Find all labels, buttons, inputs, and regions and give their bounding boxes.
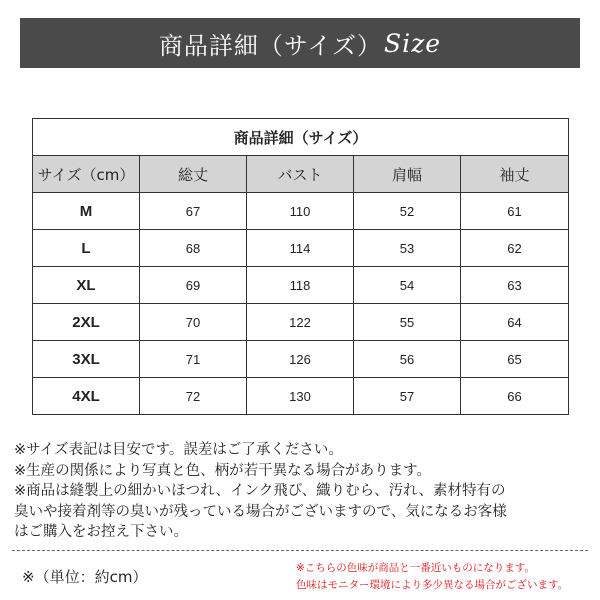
dashed-divider xyxy=(12,550,588,551)
unit-note: ※（単位：約cm） xyxy=(22,568,148,586)
note-line: 臭いや接着剤等の臭いが残っている場合がございますので、気になるお客様 xyxy=(14,503,507,520)
bust-cell: 118 xyxy=(247,267,354,304)
bust-cell: 114 xyxy=(247,230,354,267)
table-header-row xyxy=(33,156,569,193)
bust-cell: 126 xyxy=(247,341,354,378)
sleeve-cell: 61 xyxy=(461,193,569,230)
page-banner xyxy=(20,18,580,68)
length-cell: 68 xyxy=(140,230,247,267)
bust-cell: 130 xyxy=(247,378,354,415)
length-cell: 67 xyxy=(140,193,247,230)
table-row xyxy=(33,230,569,267)
table-row xyxy=(33,193,569,230)
note-line: ※商品は縫製上の細かいほつれ、インク飛び、織りむら、汚れ、素材特有の xyxy=(14,483,506,499)
table-row xyxy=(33,267,569,304)
shoulder-cell: 55 xyxy=(354,304,461,341)
column-header-size: サイズ（cm） xyxy=(33,156,140,193)
size-cell: 4XL xyxy=(33,378,140,415)
shoulder-cell: 53 xyxy=(354,230,461,267)
column-header-sleeve: 袖丈 xyxy=(461,156,569,193)
size-cell: 2XL xyxy=(33,304,140,341)
table-row xyxy=(33,304,569,341)
length-cell: 71 xyxy=(140,341,247,378)
shoulder-cell: 52 xyxy=(354,193,461,230)
table-row xyxy=(33,378,569,415)
color-disclaimer xyxy=(296,560,592,594)
color-note-line: 色味はモニター環境により多少異なる場合がございます。 xyxy=(296,579,569,591)
shoulder-cell: 56 xyxy=(354,341,461,378)
bust-cell: 110 xyxy=(247,193,354,230)
shoulder-cell: 54 xyxy=(354,267,461,304)
size-cell: 3XL xyxy=(33,341,140,378)
banner-script-word: Size xyxy=(384,28,442,58)
sleeve-cell: 65 xyxy=(461,341,569,378)
size-cell: XL xyxy=(33,267,140,304)
sleeve-cell: 66 xyxy=(461,378,569,415)
disclaimer-notes xyxy=(14,440,590,543)
table-row xyxy=(33,341,569,378)
length-cell: 69 xyxy=(140,267,247,304)
sleeve-cell: 64 xyxy=(461,304,569,341)
size-cell: M xyxy=(33,193,140,230)
column-header-shoulder: 肩幅 xyxy=(354,156,461,193)
column-header-bust: バスト xyxy=(247,156,354,193)
bust-cell: 122 xyxy=(247,304,354,341)
note-line: ※生産の関係により写真と色、柄が若干異なる場合があります。 xyxy=(14,462,431,479)
length-cell: 72 xyxy=(140,378,247,415)
sleeve-cell: 62 xyxy=(461,230,569,267)
size-table xyxy=(32,118,569,415)
table-title: 商品詳細（サイズ） xyxy=(33,119,569,156)
shoulder-cell: 57 xyxy=(354,378,461,415)
size-cell: L xyxy=(33,230,140,267)
note-line: ※サイズ表記は目安です。誤差はご了承ください。 xyxy=(14,442,343,458)
length-cell: 70 xyxy=(140,304,247,341)
note-line: はご購入をお控え下さい。 xyxy=(14,524,188,540)
color-note-line: ※こちらの色味が商品と一番近いものになります。 xyxy=(296,562,535,574)
column-header-length: 総丈 xyxy=(140,156,247,193)
sleeve-cell: 63 xyxy=(461,267,569,304)
banner-title: 商品詳細（サイズ） xyxy=(158,31,382,60)
